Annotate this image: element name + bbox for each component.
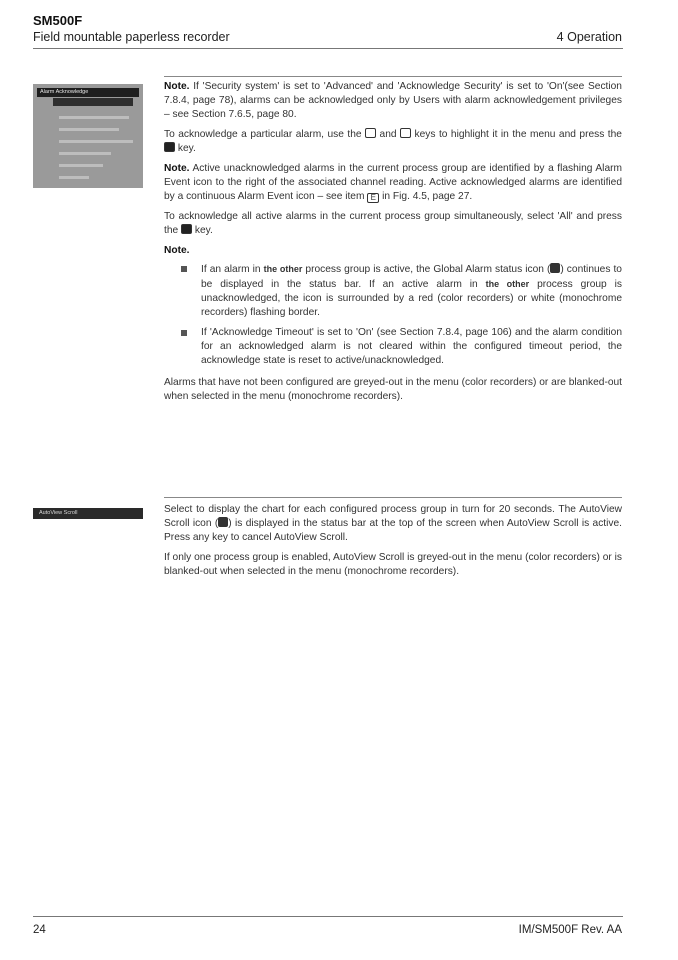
- enter-key-icon: [164, 142, 175, 152]
- screenshot-menu-line: [59, 140, 133, 143]
- bullet-icon: [181, 330, 187, 336]
- item-e-marker: E: [367, 193, 379, 203]
- header-model: SM500F: [33, 13, 83, 28]
- paragraph-text: and: [379, 129, 397, 140]
- bullet-text-bold: the other: [263, 264, 303, 274]
- bullet-text: process group is unacknowledged, the icon is surrounded by a red (color recorders) or white (monochrome recorders) flashing border.: [201, 279, 622, 318]
- up-key-icon: [365, 128, 376, 138]
- enter-key-icon: [181, 224, 192, 234]
- autoview-scroll-icon: [218, 517, 228, 527]
- paragraph-text: To acknowledge all active alarms in the current process group simultaneously, select 'All' and press the: [164, 211, 622, 236]
- section-rule: [164, 76, 622, 77]
- bullet-icon: [181, 266, 187, 272]
- autoview-scroll-section: [164, 503, 622, 585]
- footer-rule: [33, 916, 623, 917]
- page-number: 24: [33, 924, 46, 936]
- screenshot-menu-title: Alarm Acknowledge: [37, 88, 139, 97]
- header-rule: [33, 48, 623, 49]
- alarm-acknowledge-section: [164, 80, 622, 410]
- note-text: Active unacknowledged alarms in the current process group are identified by a flashing Alarm Event icon to the right of the associated channel reading. Active acknowledged alarms are identified by a continuous Alarm Event icon – see item: [164, 163, 622, 202]
- note-label: Note.: [164, 245, 190, 256]
- screenshot-highlight-bar: [53, 98, 133, 106]
- alarm-acknowledge-menu-screenshot: [33, 84, 143, 188]
- autoview-scroll-menu-screenshot: AutoView Scroll: [33, 508, 143, 519]
- paragraph-text: Alarms that have not been configured are greyed-out in the menu (color recorders) or are blanked-out when selected in the menu (monochrome recorders).: [164, 377, 622, 402]
- section-rule: [164, 497, 622, 498]
- global-alarm-icon: [550, 263, 560, 273]
- paragraph-text: key.: [194, 225, 213, 236]
- paragraph-text: If only one process group is enabled, AutoView Scroll is greyed-out in the menu (color recorders) or is blanked-out when selected in the menu (monochrome recorders).: [164, 552, 622, 577]
- note-bullet-list: [164, 262, 622, 368]
- list-item: [164, 326, 622, 368]
- screenshot-menu-line: [59, 152, 111, 155]
- paragraph-text: To acknowledge a particular alarm, use the: [164, 129, 362, 140]
- note-label: Note.: [164, 81, 190, 92]
- paragraph-text: Select to display the chart for each configured process group in turn for 20 seconds. The AutoView Scroll icon (: [164, 504, 622, 529]
- list-item: [164, 262, 622, 320]
- paragraph-text: key.: [177, 143, 196, 154]
- screenshot-menu-line: [59, 164, 103, 167]
- paragraph-text: ) is displayed in the status bar at the top of the screen when AutoView Scroll is active. Press any key to cancel AutoView Scroll.: [164, 518, 622, 543]
- header-section: 4 Operation: [556, 30, 622, 44]
- bullet-text: ) continues to be displayed in the status bar. If an active alarm in: [201, 264, 622, 290]
- screenshot-menu-line: [59, 176, 89, 179]
- bullet-text: If an alarm in: [201, 264, 261, 275]
- down-key-icon: [400, 128, 411, 138]
- note-label: Note.: [164, 163, 190, 174]
- bullet-text-bold: the other: [485, 279, 530, 289]
- note-text: in Fig. 4.5, page 27.: [382, 191, 473, 202]
- screenshot-menu-line: [59, 116, 129, 119]
- header-subtitle: Field mountable paperless recorder: [33, 30, 230, 44]
- paragraph-text: keys to highlight it in the menu and press the: [414, 129, 622, 140]
- note-text: If 'Security system' is set to 'Advanced' and 'Acknowledge Security' is set to 'On'(see Section 7.8.4, page 78), alarms can be acknowledged only by Users with alarm acknowledgement privileges – see Section 7.6.5, page 80.: [164, 81, 622, 120]
- document-reference: IM/SM500F Rev. AA: [518, 924, 622, 936]
- screenshot-menu-line: [59, 128, 119, 131]
- bullet-text: process group is active, the Global Alarm status icon (: [305, 264, 551, 275]
- bullet-text: If 'Acknowledge Timeout' is set to 'On' (see Section 7.8.4, page 106) and the alarm condition for an acknowledged alarm is not cleared within the configured timeout period, the acknowledge state is reset to active/unacknowledged.: [201, 327, 622, 366]
